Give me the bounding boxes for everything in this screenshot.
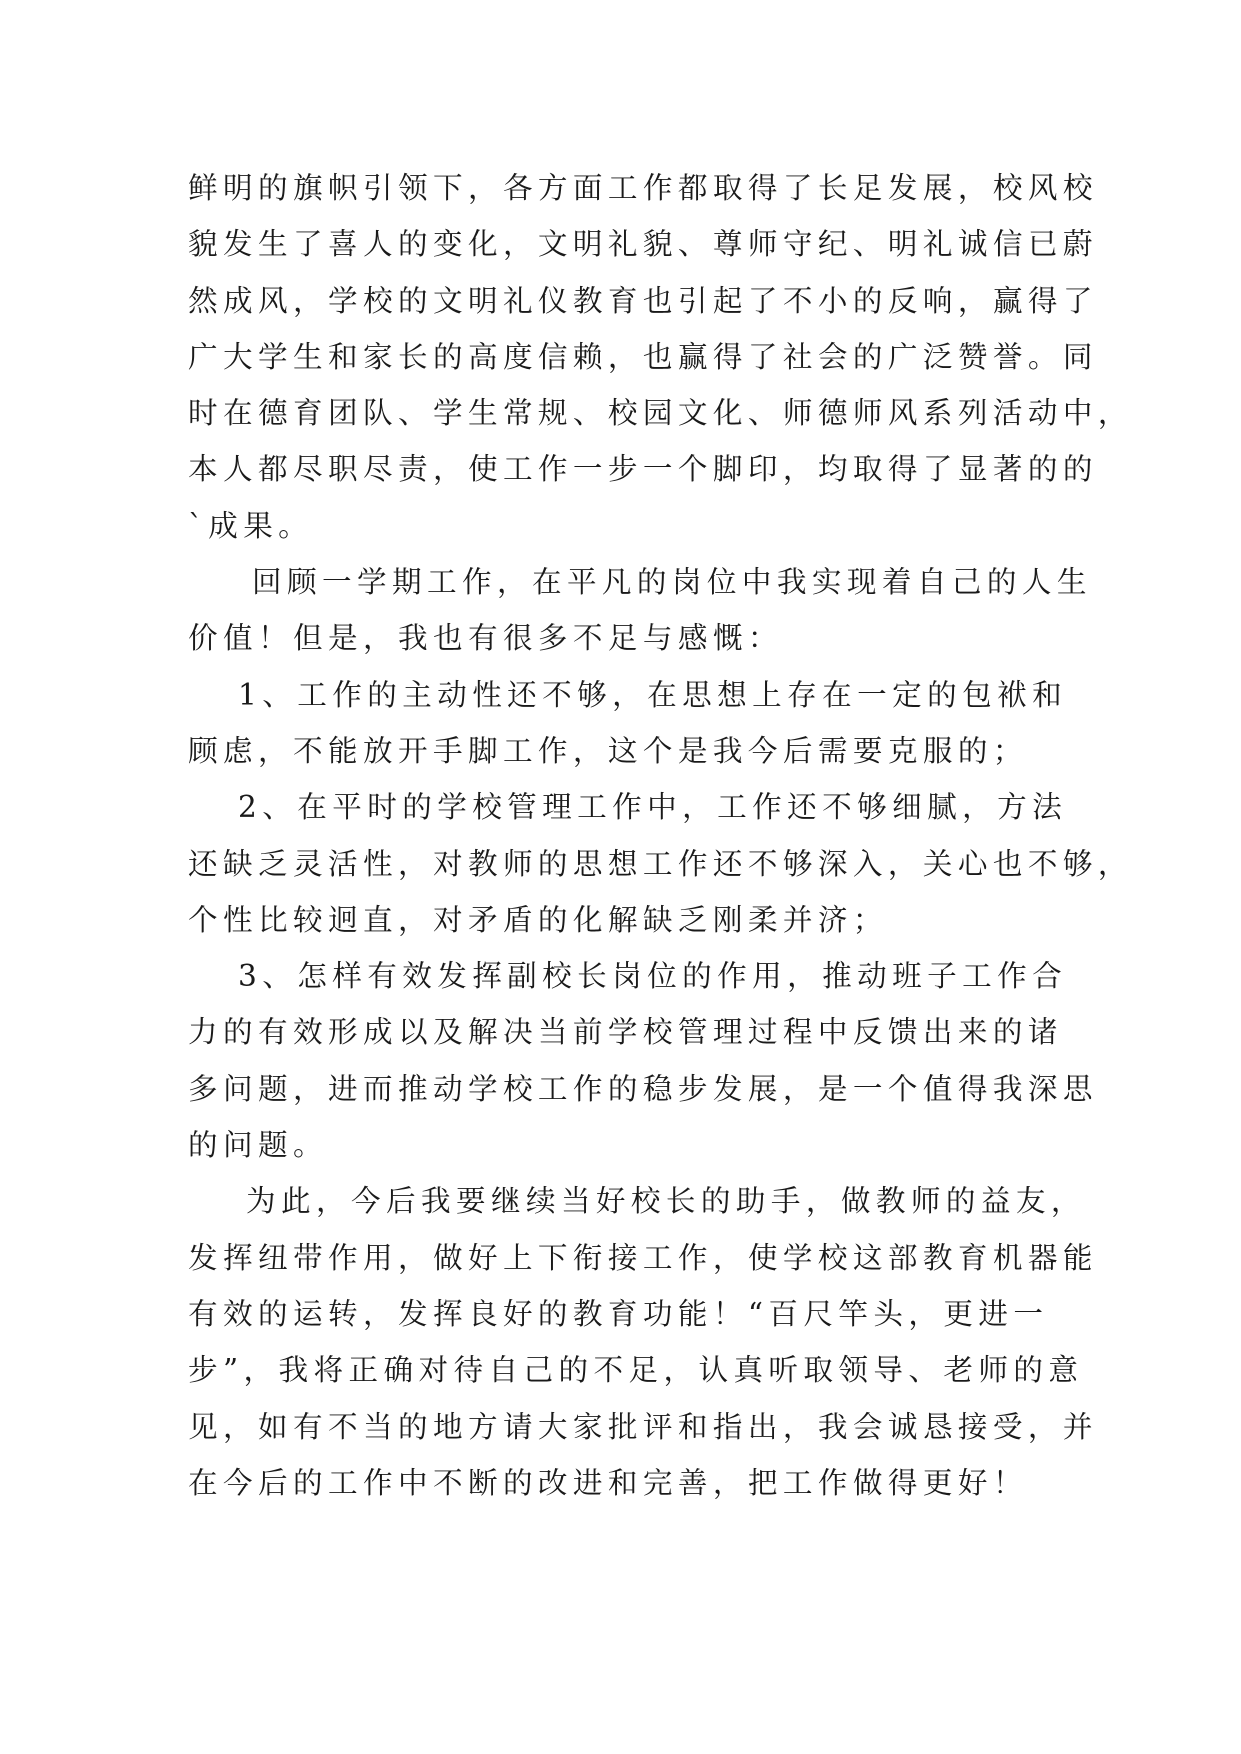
text-line: 力的有效形成以及解决当前学校管理过程中反馈出来的诸 xyxy=(188,1015,1063,1050)
text-line: 还缺乏灵活性，对教师的思想工作还不够深入，关心也不够， xyxy=(188,846,1133,881)
text-line: 个性比较迥直，对矛盾的化解缺乏刚柔并济； xyxy=(188,902,888,937)
text-line: 1、工作的主动性还不够，在思想上存在一定的包袱和 xyxy=(238,677,1068,712)
text-line: 3、怎样有效发挥副校长岗位的作用，推动班子工作合 xyxy=(238,959,1068,994)
text-line: 为此，今后我要继续当好校长的助手，做教师的益友， xyxy=(246,1184,1086,1219)
text-line: 顾虑，不能放开手脚工作，这个是我今后需要克服的； xyxy=(188,733,1028,768)
text-line: 发挥纽带作用，做好上下衔接工作，使学校这部教育机器能 xyxy=(188,1240,1098,1275)
paragraph-3 xyxy=(188,667,1068,780)
text-line: 有效的运转，发挥良好的教育功能！“百尺竿头，更进一 xyxy=(188,1296,1049,1331)
paragraph-5 xyxy=(188,948,1098,1173)
paragraph-4 xyxy=(188,779,1133,948)
text-line: 回顾一学期工作，在平凡的岗位中我实现着自己的人生 xyxy=(252,565,1092,600)
text-line: 貌发生了喜人的变化，文明礼貌、尊师守纪、明礼诚信已蔚 xyxy=(188,227,1098,262)
text-line: 本人都尽职尽责，使工作一步一个脚印，均取得了显著的的 xyxy=(188,452,1098,487)
text-line: 见，如有不当的地方请大家批评和指出，我会诚恳接受，并 xyxy=(188,1409,1098,1444)
text-line: `成果。 xyxy=(188,508,314,543)
text-line: 鲜明的旗帜引领下，各方面工作都取得了长足发展，校风校 xyxy=(188,171,1098,205)
text-line: 广大学生和家长的高度信赖，也赢得了社会的广泛赞誉。同 xyxy=(188,339,1098,374)
text-line: 价值！但是，我也有很多不足与感慨： xyxy=(188,621,783,656)
paragraph-2 xyxy=(188,554,1092,667)
text-line: 在今后的工作中不断的改进和完善，把工作做得更好！ xyxy=(188,1465,1028,1500)
paragraph-6 xyxy=(188,1173,1098,1511)
text-line: 时在德育团队、学生常规、校园文化、师德师风系列活动中， xyxy=(188,396,1133,431)
text-line: 多问题，进而推动学校工作的稳步发展，是一个值得我深思 xyxy=(188,1071,1098,1106)
paragraph-1 xyxy=(188,160,1133,554)
text-line: 步”，我将正确对待自己的不足，认真听取领导、老师的意 xyxy=(188,1353,1084,1388)
text-line: 2、在平时的学校管理工作中，工作还不够细腻，方法 xyxy=(238,790,1068,825)
text-line: 然成风，学校的文明礼仪教育也引起了不小的反响，赢得了 xyxy=(188,283,1098,318)
text-line: 的问题。 xyxy=(188,1128,328,1163)
document-body xyxy=(188,160,1133,1511)
